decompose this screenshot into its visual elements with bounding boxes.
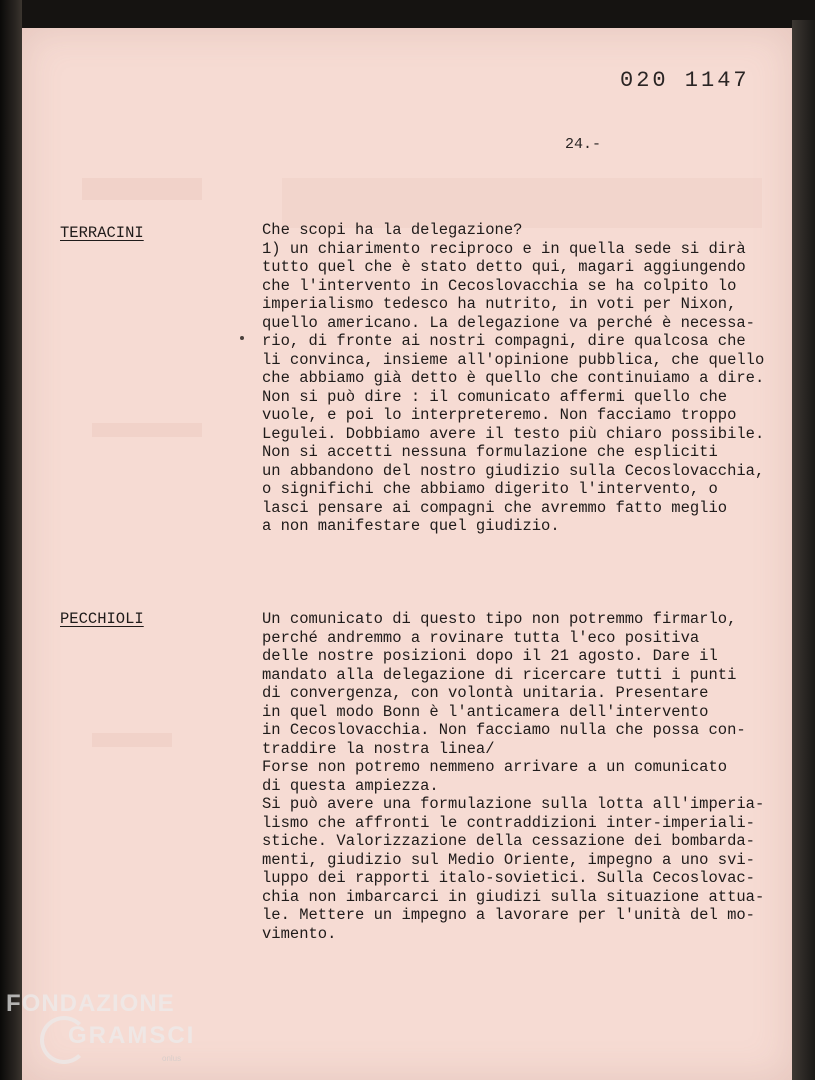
archive-number: 020 1147 bbox=[620, 68, 750, 93]
page-number: 24.- bbox=[565, 136, 602, 153]
text-line: rio, di fronte ai nostri compagni, dire qualcosa che bbox=[262, 332, 746, 350]
text-line: 1) un chiarimento reciproco e in quella sede si dirà bbox=[262, 239, 746, 258]
text-line: quello americano. La delegazione va perché è necessa- bbox=[262, 313, 755, 332]
text-line: Che scopi ha la delegazione? bbox=[262, 221, 523, 239]
watermark-line-2: GRAMSCI bbox=[68, 1022, 196, 1049]
text-line: che abbiamo già detto è quello che continuiamo a dire. bbox=[262, 369, 765, 387]
fondazione-gramsci-watermark bbox=[6, 990, 206, 1063]
right-page-edge bbox=[792, 20, 815, 1080]
speaker-name-pecchioli: PECCHIOLI bbox=[60, 610, 144, 628]
text-line: lismo che affronti le contraddizioni inter-imperiali- bbox=[262, 813, 755, 832]
margin-dot bbox=[240, 336, 244, 340]
text-line: Legulei. Dobbiamo avere il testo più chiaro possibile. bbox=[262, 424, 765, 443]
text-line: Non si può dire : il comunicato affermi quello che bbox=[262, 387, 728, 406]
text-line: mandato alla delegazione di ricercare tutti i punti bbox=[262, 665, 737, 684]
show-through-shadow bbox=[92, 423, 202, 437]
text-line: traddire la nostra linea/ bbox=[262, 739, 495, 758]
show-through-shadow bbox=[82, 178, 202, 200]
speech-terracini bbox=[262, 221, 787, 536]
text-line: di questa ampiezza. bbox=[262, 776, 439, 795]
speaker-name-terracini: TERRACINI bbox=[60, 224, 144, 242]
text-line: Forse non potremo nemmeno arrivare a un comunicato bbox=[262, 758, 728, 776]
text-line: imperialismo tedesco ha nutrito, in voti per Nixon, bbox=[262, 295, 737, 313]
text-line: in quel modo Bonn è l'anticamera dell'intervento bbox=[262, 702, 709, 721]
text-line: vuole, e poi lo interpreteremo. Non facciamo troppo bbox=[262, 406, 737, 424]
watermark-line-1: FONDAZIONE bbox=[6, 990, 175, 1017]
text-line: perché andremmo a rovinare tutta l'eco positiva bbox=[262, 628, 700, 647]
text-line: Si può avere una formulazione sulla lotta all'imperia- bbox=[262, 795, 765, 813]
show-through-shadow bbox=[92, 733, 172, 747]
text-line: Un comunicato di questo tipo non potremmo firmarlo, bbox=[262, 610, 737, 628]
text-line: luppo dei rapporti italo-sovietici. Sulla Cecoslovac- bbox=[262, 869, 755, 887]
text-line: a non manifestare quel giudizio. bbox=[262, 517, 560, 535]
text-line: un abbandono del nostro giudizio sulla Cecoslovacchia, bbox=[262, 461, 765, 480]
text-line: tutto quel che è stato detto qui, magari aggiungendo bbox=[262, 258, 746, 276]
text-line: li convinca, insieme all'opinione pubblica, che quello bbox=[262, 350, 765, 369]
text-line: che l'intervento in Cecoslovacchia se ha colpito lo bbox=[262, 276, 737, 295]
text-line: Non si accetti nessuna formulazione che espliciti bbox=[262, 443, 718, 461]
text-line: lasci pensare ai compagni che avremmo fatto meglio bbox=[262, 498, 728, 517]
text-line: in Cecoslovacchia. Non facciamo nulla che possa con- bbox=[262, 721, 746, 739]
text-line: le. Mettere un impegno a lavorare per l'unità del mo- bbox=[262, 906, 755, 924]
watermark-line-3: onlus bbox=[162, 1054, 182, 1063]
text-line: di convergenza, con volontà unitaria. Presentare bbox=[262, 684, 709, 702]
text-line: delle nostre posizioni dopo il 21 agosto. Dare il bbox=[262, 647, 718, 665]
speech-pecchioli bbox=[262, 610, 787, 943]
watermark-g-logo-icon bbox=[40, 1016, 88, 1064]
text-line: stiche. Valorizzazione della cessazione dei bombarda- bbox=[262, 832, 755, 850]
text-line: menti, giudizio sul Medio Oriente, impegno a uno svi- bbox=[262, 850, 755, 869]
binder-edge bbox=[0, 0, 22, 1080]
text-line: o significhi che abbiamo digerito l'intervento, o bbox=[262, 480, 718, 498]
text-line: chia non imbarcarci in giudizi sulla situazione attua- bbox=[262, 887, 765, 906]
text-line: vimento. bbox=[262, 924, 337, 943]
